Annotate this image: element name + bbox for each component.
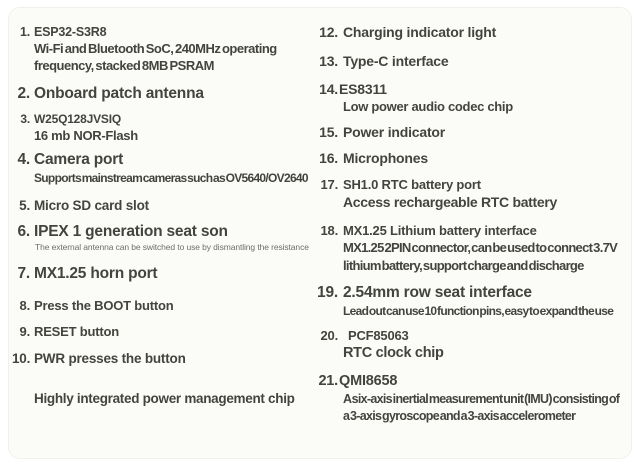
item-number: 5. (19, 198, 30, 213)
item-description: Lead out can use 10 function pins, easy to expand the use (343, 304, 614, 318)
item-number: 1. (19, 25, 30, 39)
item-title: Micro SD card slot (34, 198, 149, 213)
item-number: 21. (318, 373, 338, 389)
item-title: MX1.25 Lithium battery interface (343, 223, 537, 238)
item-title-row (316, 123, 636, 141)
item-title-row (316, 283, 636, 303)
item-title-row (316, 23, 636, 41)
item-title: Type-C interface (343, 53, 449, 69)
item-title: ES8311 (339, 81, 387, 97)
spec-item-19 (316, 283, 636, 319)
item-title-row (316, 372, 636, 391)
item-title: MX1.25 horn port (34, 265, 158, 282)
spec-item-14 (316, 80, 636, 115)
item-title: W25Q128JVSIQ (34, 112, 121, 126)
item-number: 19. (317, 284, 338, 301)
item-number: 4. (17, 151, 30, 168)
spec-item-9 (12, 323, 314, 340)
item-title-row (12, 24, 314, 40)
item-title-row (12, 350, 314, 368)
item-number: 17. (320, 177, 338, 192)
item-number: 13. (319, 53, 338, 69)
item-description: lithium battery, support charge and discharge (343, 258, 584, 273)
item-description: Supports mainstream cameras such as OV5640/OV2640 (34, 171, 308, 185)
item-number: 18. (320, 223, 338, 238)
item-title-row (316, 149, 636, 167)
spec-item-16 (316, 149, 636, 167)
item-title-row (316, 327, 636, 344)
item-title-row (316, 80, 636, 98)
item-number: 3. (20, 112, 30, 126)
item-title: 2.54mm row seat interface (343, 284, 532, 301)
item-description: frequency, stacked 8MB PSRAM (34, 58, 214, 73)
item-number: 2. (17, 85, 30, 102)
item-title: Power indicator (343, 124, 446, 140)
item-title: Camera port (34, 151, 124, 168)
spec-item-18 (316, 222, 636, 275)
spec-item-4 (12, 150, 314, 186)
item-description: Access rechargeable RTC battery (343, 194, 558, 210)
spec-item-12 (316, 23, 636, 41)
item-title: Charging indicator light (343, 24, 497, 40)
item-title-row (12, 84, 314, 104)
item-description: a 3-axis gyroscope and a 3-axis accelerometer (343, 409, 576, 423)
spec-item-6 (12, 222, 314, 253)
item-title-row (316, 52, 636, 70)
spec-item-10 (12, 350, 314, 368)
item-title: Microphones (343, 150, 428, 166)
item-title-row (12, 197, 314, 215)
right-column (316, 23, 636, 425)
item-title-row (316, 222, 636, 239)
item-title-row (316, 176, 636, 193)
item-description: MX1.25 2PIN connector, can be used to connect 3.7V (343, 240, 618, 255)
spec-item-11 (12, 390, 314, 408)
item-number: 12. (319, 24, 338, 40)
item-title: ESP32-S3R8 (34, 25, 107, 39)
item-description: 16 mb NOR-Flash (34, 128, 138, 143)
spec-item-3 (12, 111, 314, 144)
item-title: SH1.0 RTC battery port (343, 177, 481, 192)
item-number: 15. (319, 124, 338, 140)
item-number: 14. (319, 81, 338, 97)
item-title: Press the BOOT button (34, 298, 174, 313)
spec-item-1 (12, 24, 314, 74)
item-number: 16. (319, 150, 338, 166)
spec-item-20 (316, 327, 636, 363)
spec-item-17 (316, 176, 636, 211)
item-title: RESET button (34, 324, 119, 339)
item-description: Wi-Fi and Bluetooth SoC, 240MHz operating (34, 41, 277, 56)
item-title-row (12, 150, 314, 170)
item-title-row (12, 222, 314, 242)
item-number: 7. (17, 265, 30, 282)
spec-item-15 (316, 123, 636, 141)
item-title-row (12, 264, 314, 284)
item-title: PCF85063 (348, 328, 409, 343)
item-title-row (12, 111, 314, 127)
item-title: IPEX 1 generation seat son (34, 223, 228, 240)
item-number: 8. (19, 298, 30, 313)
spec-item-7 (12, 264, 314, 284)
spec-item-5 (12, 197, 314, 215)
item-description: Low power audio codec chip (343, 99, 513, 114)
spec-item-2 (12, 84, 314, 104)
item-description: RTC clock chip (343, 345, 444, 361)
spec-item-13 (316, 52, 636, 70)
item-description: A six-axis inertial measurement unit (IMU) consisting of (343, 392, 620, 406)
item-title-row (12, 297, 314, 314)
item-number: 6. (17, 223, 30, 240)
item-number: 9. (19, 324, 30, 339)
item-number: 20. (320, 328, 338, 343)
spec-item-8 (12, 297, 314, 314)
item-title: QMI8658 (339, 373, 398, 389)
item-title: PWR presses the button (34, 351, 186, 366)
item-title: Onboard patch antenna (34, 85, 204, 102)
left-column (12, 24, 314, 408)
item-description: Highly integrated power management chip (34, 391, 295, 406)
item-description: The external antenna can be switched to use by dismantling the resistance (35, 242, 309, 252)
spec-item-21 (316, 372, 636, 425)
item-number: 10. (12, 351, 31, 366)
item-title-row (12, 323, 314, 340)
